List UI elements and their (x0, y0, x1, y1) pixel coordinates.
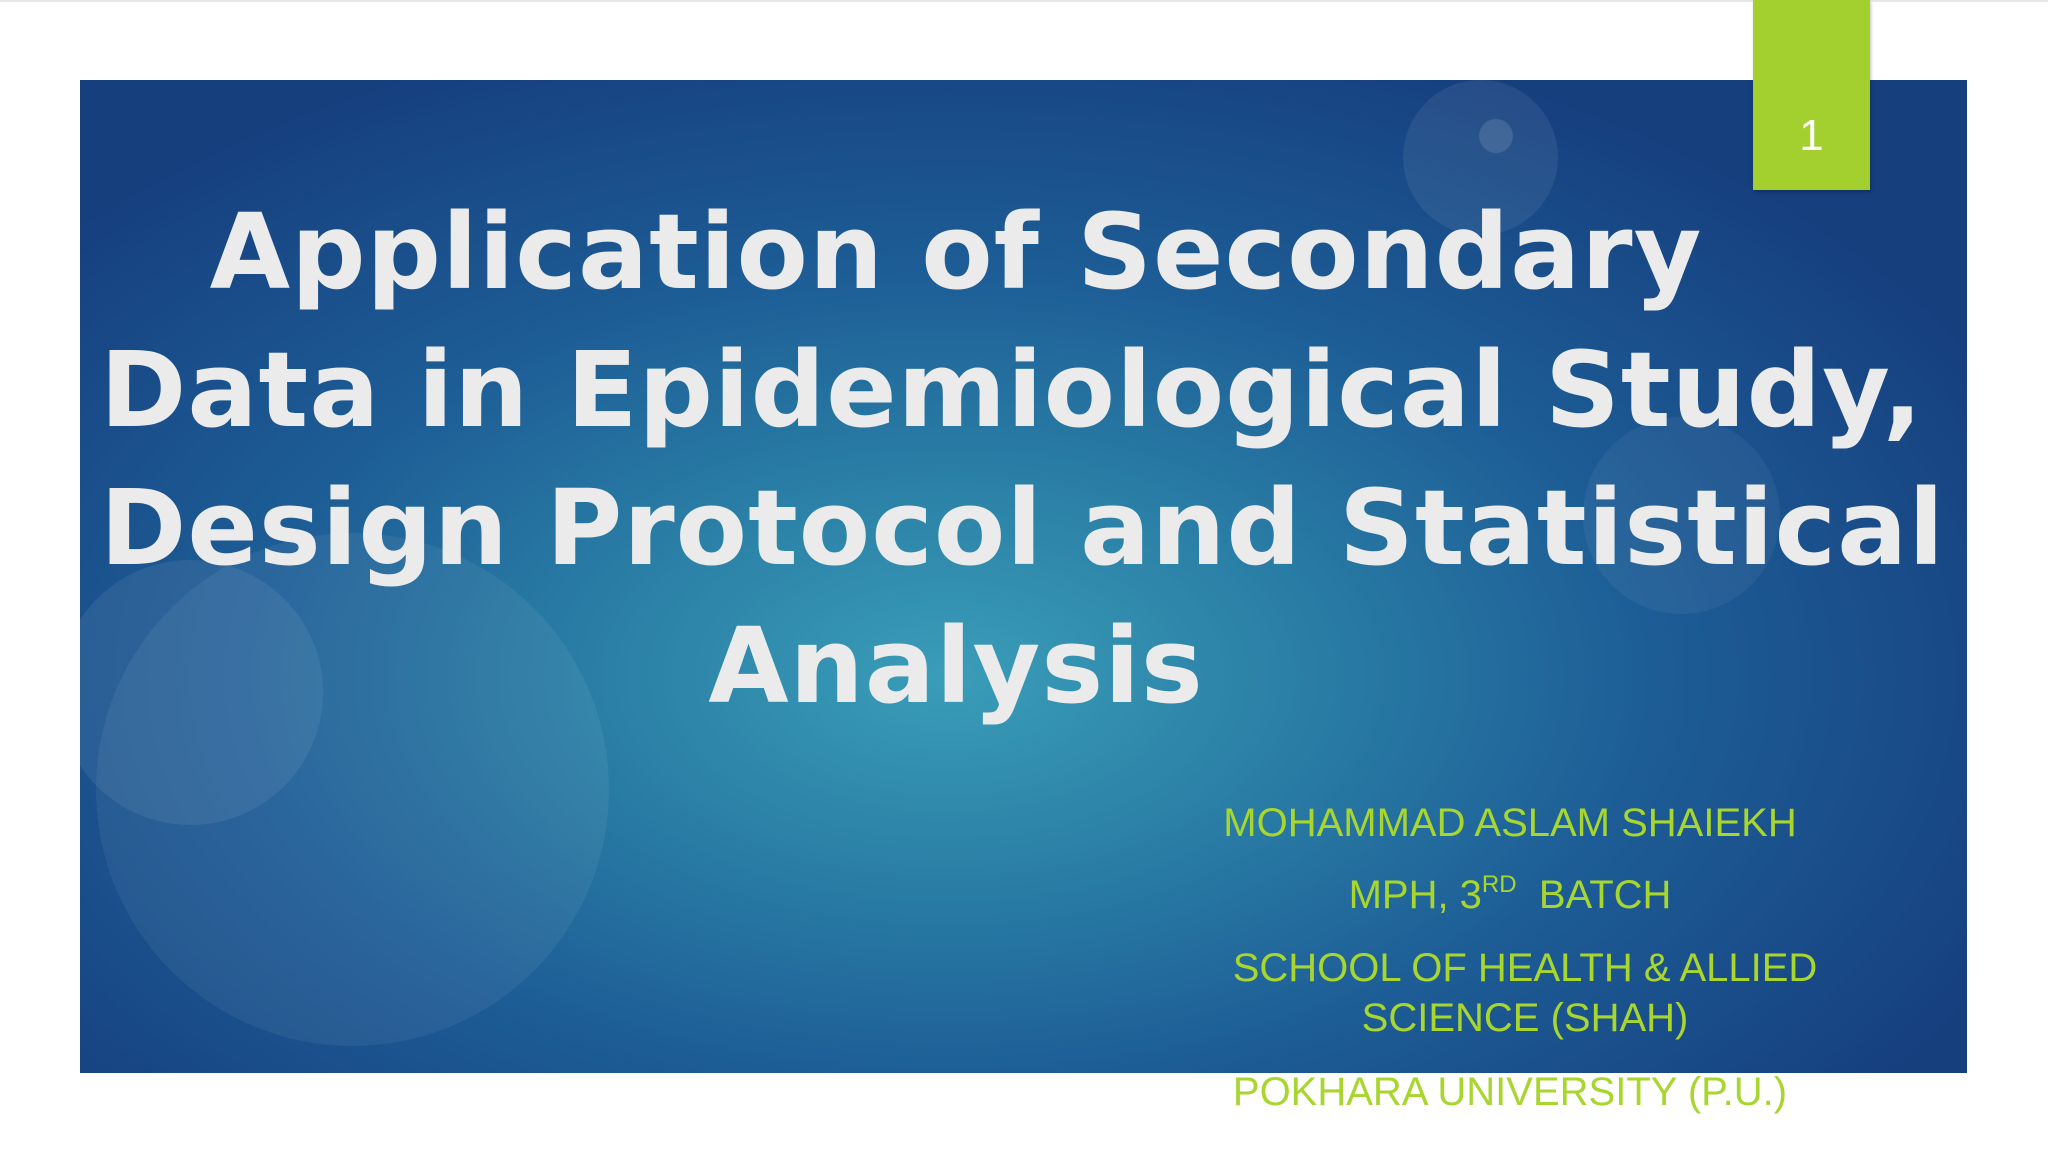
author-name: MOHAMMAD ASLAM SHAIEKH (1223, 801, 1797, 845)
decorative-bubble-small (1479, 119, 1513, 153)
batch-prefix: MPH, 3 (1348, 873, 1482, 917)
title-line: Analysis (708, 605, 1204, 727)
title-line: Application of Secondary (209, 191, 1703, 313)
title-line: Design Protocol and Statistical (100, 467, 1945, 589)
slide-number-tab (1753, 0, 1870, 190)
top-border-line (0, 0, 2048, 2)
title-slide (80, 80, 1967, 1114)
school-line-1: SCHOOL OF HEALTH & ALLIED (1232, 946, 1818, 990)
title-line: Data in Epidemiological Study, (100, 329, 1924, 451)
slide-number: 1 (1799, 111, 1824, 160)
batch-superscript: RD (1481, 871, 1517, 898)
slide-title (100, 183, 1945, 735)
university-name: POKHARA UNIVERSITY (P.U.) (1232, 1070, 1788, 1114)
school-name (1220, 943, 1830, 1043)
batch-info (1210, 870, 1810, 920)
school-line-2: SCIENCE (SHAH) (1361, 996, 1689, 1040)
batch-suffix: BATCH (1516, 873, 1672, 917)
